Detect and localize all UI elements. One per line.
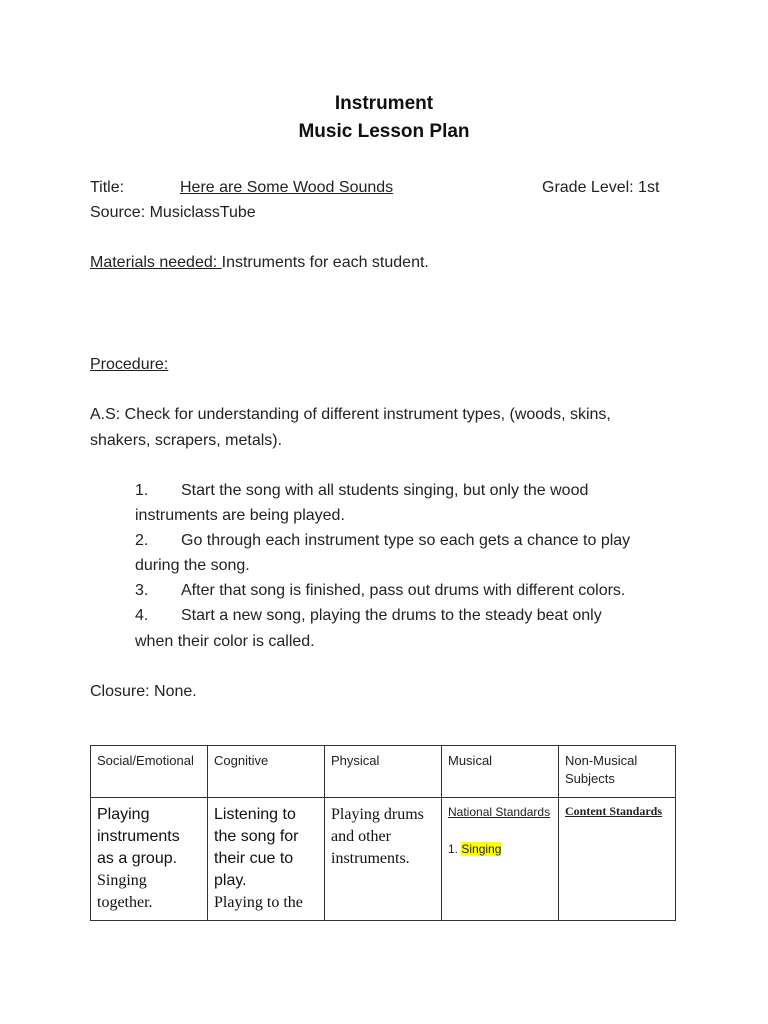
step-text: After that song is finished, pass out drums with different colors. — [181, 582, 626, 599]
title-label: Title: — [90, 179, 125, 196]
header-physical: Physical — [325, 746, 442, 798]
step-number: 1. — [135, 482, 149, 499]
source-line: Source: MusiclassTube — [90, 204, 256, 221]
procedure-step-4 — [135, 607, 602, 625]
procedure-step-4-cont: when their color is called. — [135, 633, 315, 650]
header-social-emotional: Social/Emotional — [91, 746, 208, 798]
as-line-1: A.S: Check for understanding of different instrument types, (woods, skins, — [90, 406, 611, 423]
lesson-title: Here are Some Wood Sounds — [180, 179, 394, 196]
musical-item-text: Singing — [461, 842, 502, 856]
procedure-step-1-cont: instruments are being played. — [135, 507, 345, 524]
social-text-serif: Singing together. — [97, 872, 153, 911]
procedure-step-1 — [135, 482, 588, 500]
procedure-heading: Procedure: — [90, 356, 169, 373]
standards-table — [90, 745, 676, 921]
step-number: 2. — [135, 532, 149, 549]
social-text: Playing instruments as a group. — [97, 806, 180, 867]
materials-value: Instruments for each student. — [221, 254, 429, 271]
as-line-2: shakers, scrapers, metals). — [90, 432, 283, 449]
cognitive-text: Listening to the song for their cue to play. — [214, 806, 299, 889]
header-non-musical: Non-Musical Subjects — [559, 746, 676, 798]
step-text: Start the song with all students singing, but only the wood — [181, 482, 589, 499]
grade-level: Grade Level: 1st — [542, 179, 660, 196]
cell-musical — [442, 798, 559, 921]
step-number: 4. — [135, 607, 149, 624]
table-row — [91, 798, 676, 921]
step-text: Go through each instrument type so each gets a chance to play — [181, 532, 631, 549]
step-text: Start a new song, playing the drums to the steady beat only — [181, 607, 602, 624]
cell-non-musical — [559, 798, 676, 921]
procedure-step-3 — [135, 582, 625, 600]
musical-item-number: 1. — [448, 842, 462, 856]
national-standards-link[interactable]: National Standards — [448, 805, 551, 819]
materials-line — [90, 254, 429, 272]
cell-cognitive — [208, 798, 325, 921]
header-cognitive: Cognitive — [208, 746, 325, 798]
cell-social-emotional — [91, 798, 208, 921]
cognitive-text-serif: Playing to the — [214, 894, 303, 911]
physical-text: Playing drums and other instruments. — [331, 806, 424, 867]
content-standards-link[interactable]: Content Standards — [565, 804, 663, 818]
step-number: 3. — [135, 582, 149, 599]
materials-label: Materials needed: — [90, 254, 222, 271]
header-musical: Musical — [442, 746, 559, 798]
doc-title-line2: Music Lesson Plan — [298, 121, 470, 142]
cell-physical — [325, 798, 442, 921]
musical-item — [448, 842, 552, 856]
procedure-step-2-cont: during the song. — [135, 557, 250, 574]
table-header-row — [91, 746, 676, 798]
doc-title-line1: Instrument — [334, 93, 434, 114]
procedure-step-2 — [135, 532, 630, 550]
closure-line: Closure: None. — [90, 683, 197, 700]
